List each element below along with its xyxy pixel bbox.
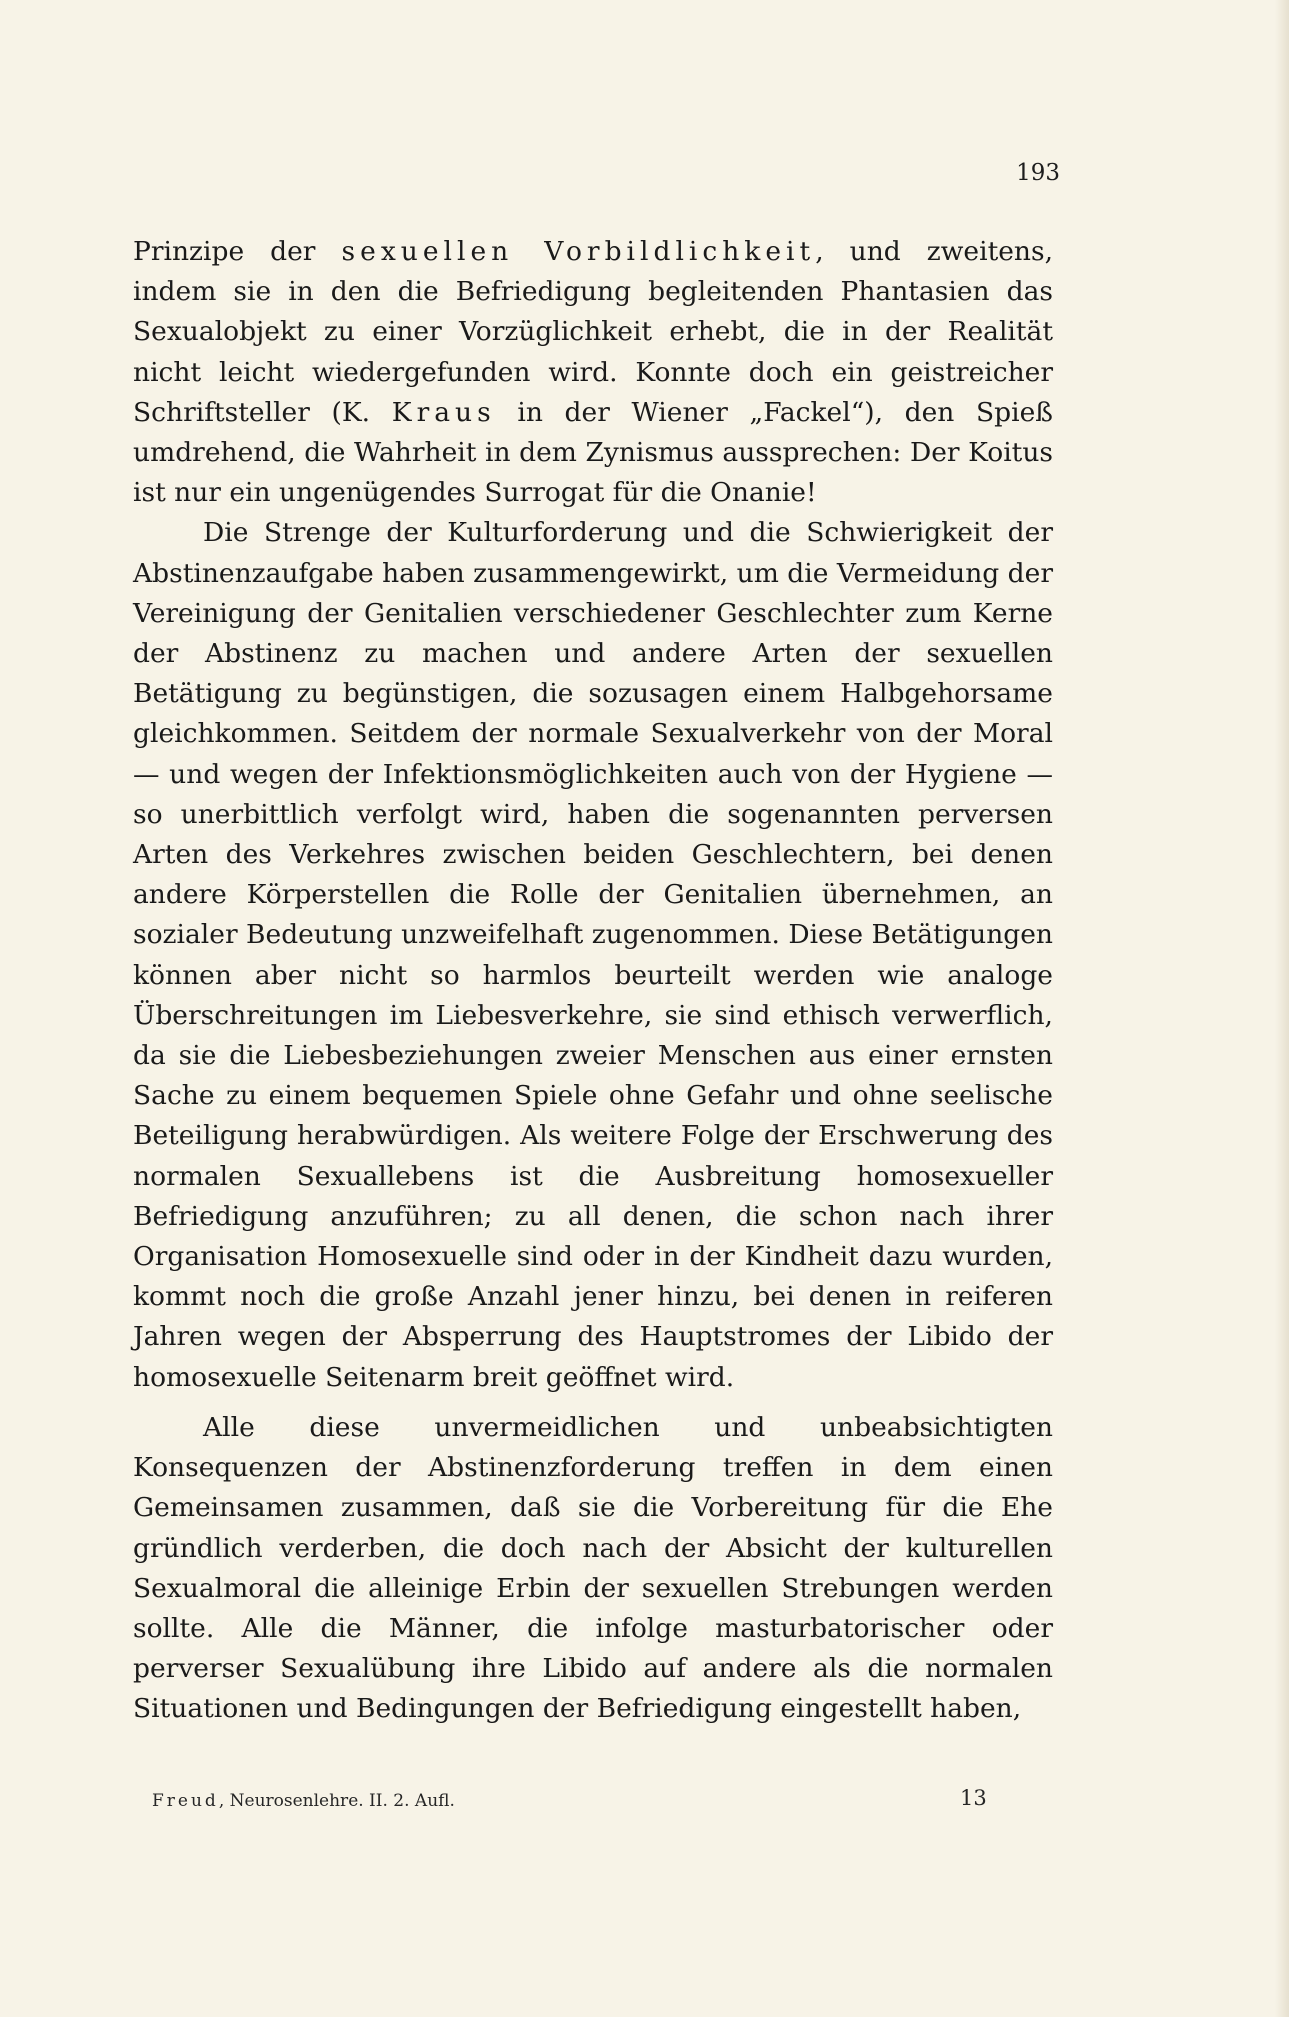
paragraph-3: Alle diese unvermeidlichen und unbeabsichtigten Konsequenzen der Abstinenzforderung treffen in dem einen Gemeinsamen zusammen, daß sie die Vorbereitung für die Ehe gründlich verderben, die doch nach der Absicht der kulturellen Sexualmoral die alleinige Erbin der sexuellen Strebungen werden sollte. Alle die Männer, die infolge masturbatorischer oder perverser Sexualübung ihre Libido auf andere als die normalen Situationen und Bedingungen der Befriedigung eingestellt haben, [133,1411,1053,1725]
page-edge-shadow [1275,0,1289,2017]
footer-author: Freud [152,1791,219,1811]
paragraph-2: Die Strenge der Kulturforderung und die Schwierigkeit der Abstinenzaufgabe haben zusammengewirkt, um die Vermeidung der Vereinigung der Genitalien verschiedener Geschlechter zum Kerne der Abstinenz zu machen und andere Arten der sexuellen Betätigung zu begünstigen, die sozusagen einem Halbgehorsame gleichkommen. Seitdem der normale Sexualverkehr von der Moral — und wegen der Infektionsmöglichkeiten auch von der Hygiene — so unerbittlich verfolgt wird, haben die sogenannten perversen Arten des Verkehres zwischen beiden Geschlechtern, bei denen andere Körperstellen die Rolle der Genitalien übernehmen, an sozialer Bedeutung unzweifelhaft zugenommen. Diese Betätigungen können aber nicht so harmlos beurteilt werden wie analoge Überschreitungen im Liebesverkehre, sie sind ethisch verwerflich, da sie die Liebesbeziehungen zweier Menschen aus einer ernsten Sache zu einem bequemen Spiele ohne Gefahr und ohne seelische Beteiligung herabwürdigen. Als weitere Folge der Erschwerung des normalen Sexuallebens ist die Ausbreitung homosexueller Befriedigung anzuführen; zu all denen, die schon nach ihrer Organisation Homosexuelle sind oder in der Kindheit dazu wurden, kommt noch die große Anzahl jener hinzu, bei denen in reiferen Jahren wegen der Absperrung des Hauptstromes der Libido der homosexuelle Seitenarm breit geöffnet wird. [133,517,1053,1393]
paragraph-1-emphasis: sexuellen Vorbildlichkeit [341,236,816,267]
footer-source-line [152,1791,455,1811]
footer-title: , Neurosenlehre. II. 2. Aufl. [218,1791,455,1811]
page-number: 193 [1016,160,1060,186]
paragraph-1-author-name: Kraus [391,396,496,428]
body-text [133,232,1053,1730]
signature-mark: 13 [960,1786,987,1810]
paragraph-1 [133,232,1053,513]
paragraph-1-part-a: Prinzipe der [133,236,342,267]
paragraph-1-part-c: in der Wiener „Fackel“), den Spieß umdrehend, die Wahrheit in dem Zynismus aussprechen: Der Koitus ist nur ein ungenügendes Surrogat für die Onanie! [133,396,1053,509]
paragraph-1-part-b: , und zweitens, indem sie in den die Befriedigung begleitenden Phantasien das Sexualobjekt zu einer Vorzüglichkeit erhebt, die in der Realität nicht leicht wiedergefunden wird. Konnte doch ein geistreicher Schriftsteller (K. [133,236,1054,428]
